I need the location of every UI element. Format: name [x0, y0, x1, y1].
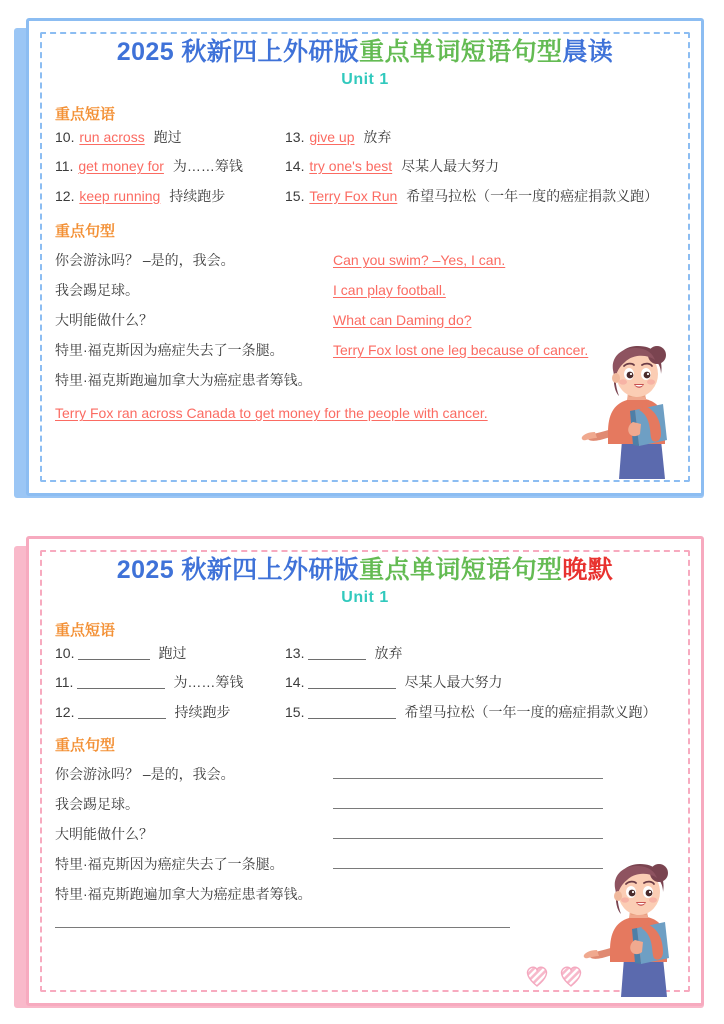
phrase-chinese: 跑过 — [153, 128, 182, 145]
phrase-item — [55, 187, 285, 207]
phrase-english: try one's best — [309, 158, 393, 175]
phrase-item — [285, 673, 675, 693]
phrase-item — [285, 187, 675, 207]
teacher-character-icon — [575, 344, 683, 479]
phrase-item — [55, 644, 285, 664]
sentence-english: What can Daming do? — [333, 312, 472, 329]
sentence-answer-blank[interactable] — [333, 824, 603, 839]
phrases-heading: 重点短语 — [55, 105, 116, 123]
phrase-chinese: 尽某人最大努力 — [404, 674, 503, 691]
phrase-chinese: 放弃 — [363, 128, 392, 145]
phrase-item — [55, 703, 285, 723]
sentence-chinese: 你会游泳吗？ –是的，我会。 — [55, 252, 235, 269]
phrases-grid — [55, 128, 675, 207]
phrase-english: run across — [79, 128, 145, 145]
full-answer-blank[interactable] — [55, 927, 510, 928]
phrase-chinese: 持续跑步 — [169, 187, 226, 204]
sentences-heading: 重点句型 — [55, 223, 116, 241]
phrase-chinese: 持续跑步 — [174, 703, 231, 720]
phrase-english: Terry Fox Run — [309, 187, 398, 204]
phrase-number: 10. — [55, 128, 75, 145]
phrase-chinese: 为……筹钱 — [172, 158, 243, 175]
unit-subtitle: Unit 1 — [341, 588, 389, 606]
page-title — [55, 555, 675, 586]
phrase-chinese: 跑过 — [158, 644, 187, 661]
phrase-english: get money for — [78, 158, 164, 175]
phrase-item — [55, 673, 285, 693]
card-evening-dictation — [0, 528, 724, 1020]
sentence-row — [55, 280, 675, 301]
phrase-number: 12. — [55, 703, 75, 720]
phrase-chinese: 为……筹钱 — [173, 674, 244, 691]
sentence-answer-blank[interactable] — [333, 764, 603, 779]
phrase-answer-blank[interactable] — [77, 675, 165, 689]
sentence-english: Terry Fox lost one leg because of cancer. — [333, 342, 589, 359]
sentence-chinese: 特里·福克斯因为癌症失去了一条腿。 — [55, 856, 284, 873]
phrase-number: 15. — [285, 187, 305, 204]
phrase-chinese: 放弃 — [374, 644, 403, 661]
phrase-number: 13. — [285, 128, 305, 145]
phrase-answer-blank[interactable] — [78, 646, 150, 660]
page-title — [55, 37, 675, 68]
sentence-chinese: 我会踢足球。 — [55, 282, 139, 299]
phrase-answer-blank[interactable] — [308, 675, 396, 689]
phrase-item — [55, 128, 285, 148]
phrase-item — [285, 644, 675, 664]
sentence-chinese: 特里·福克斯跑遍加拿大为癌症患者筹钱。 — [55, 886, 312, 903]
phrase-number: 10. — [55, 644, 75, 661]
sentence-row — [55, 794, 675, 815]
sentence-chinese: 你会游泳吗？ –是的，我会。 — [55, 766, 235, 783]
sentence-row — [55, 250, 675, 271]
phrase-chinese: 尽某人最大努力 — [401, 158, 500, 175]
heart-decorations — [525, 965, 583, 987]
phrase-number: 12. — [55, 187, 75, 204]
sentences-heading: 重点句型 — [55, 737, 116, 755]
sentence-english: I can play football. — [333, 282, 446, 299]
heart-icon — [525, 965, 549, 987]
sentence-row — [55, 764, 675, 785]
title-segment-topic: 重点单词短语句型 — [359, 38, 563, 66]
title-segment-mode: 晚默 — [562, 556, 614, 584]
phrase-item — [285, 128, 675, 148]
sentence-chinese: 大明能做什么？ — [55, 312, 153, 329]
sentence-chinese: 我会踢足球。 — [55, 796, 139, 813]
phrase-chinese: 希望马拉松（一年一度的癌症捐款义跑） — [404, 703, 657, 720]
phrase-answer-blank[interactable] — [308, 646, 366, 660]
full-answer-sentence: Terry Fox ran across Canada to get money for the people with cancer. — [55, 405, 488, 422]
teacher-character-icon — [577, 862, 685, 997]
phrase-answer-blank[interactable] — [78, 705, 166, 719]
sentence-answer-blank[interactable] — [333, 854, 603, 869]
title-segment-prefix: 2025 秋新四上外研版 — [116, 38, 360, 66]
phrase-number: 13. — [285, 644, 305, 661]
sentence-english: Can you swim? –Yes, I can. — [333, 252, 506, 269]
sentence-chinese: 特里·福克斯跑遍加拿大为癌症患者筹钱。 — [55, 372, 312, 389]
phrases-heading: 重点短语 — [55, 621, 116, 639]
phrase-number: 14. — [285, 674, 305, 691]
phrase-number: 11. — [55, 158, 74, 175]
title-segment-prefix: 2025 秋新四上外研版 — [116, 556, 360, 584]
card-border — [26, 536, 704, 1006]
phrase-english: give up — [309, 128, 355, 145]
phrase-number: 11. — [55, 674, 74, 691]
phrase-number: 14. — [285, 158, 305, 175]
phrase-item — [285, 157, 675, 177]
sentence-row — [55, 824, 675, 845]
phrases-grid — [55, 644, 675, 723]
card-border — [26, 18, 704, 496]
phrase-chinese: 希望马拉松（一年一度的癌症捐款义跑） — [406, 187, 659, 204]
sentence-row — [55, 310, 675, 331]
sentence-chinese: 特里·福克斯因为癌症失去了一条腿。 — [55, 342, 284, 359]
card-morning-reading — [0, 10, 724, 510]
phrase-item — [285, 703, 675, 723]
phrase-item — [55, 157, 285, 177]
title-segment-mode: 晨读 — [562, 38, 614, 66]
phrase-english: keep running — [79, 187, 161, 204]
sentence-chinese: 大明能做什么？ — [55, 826, 153, 843]
unit-subtitle: Unit 1 — [341, 70, 389, 88]
sentence-answer-blank[interactable] — [333, 794, 603, 809]
title-segment-topic: 重点单词短语句型 — [359, 556, 563, 584]
phrase-number: 15. — [285, 703, 305, 720]
phrase-answer-blank[interactable] — [308, 705, 396, 719]
